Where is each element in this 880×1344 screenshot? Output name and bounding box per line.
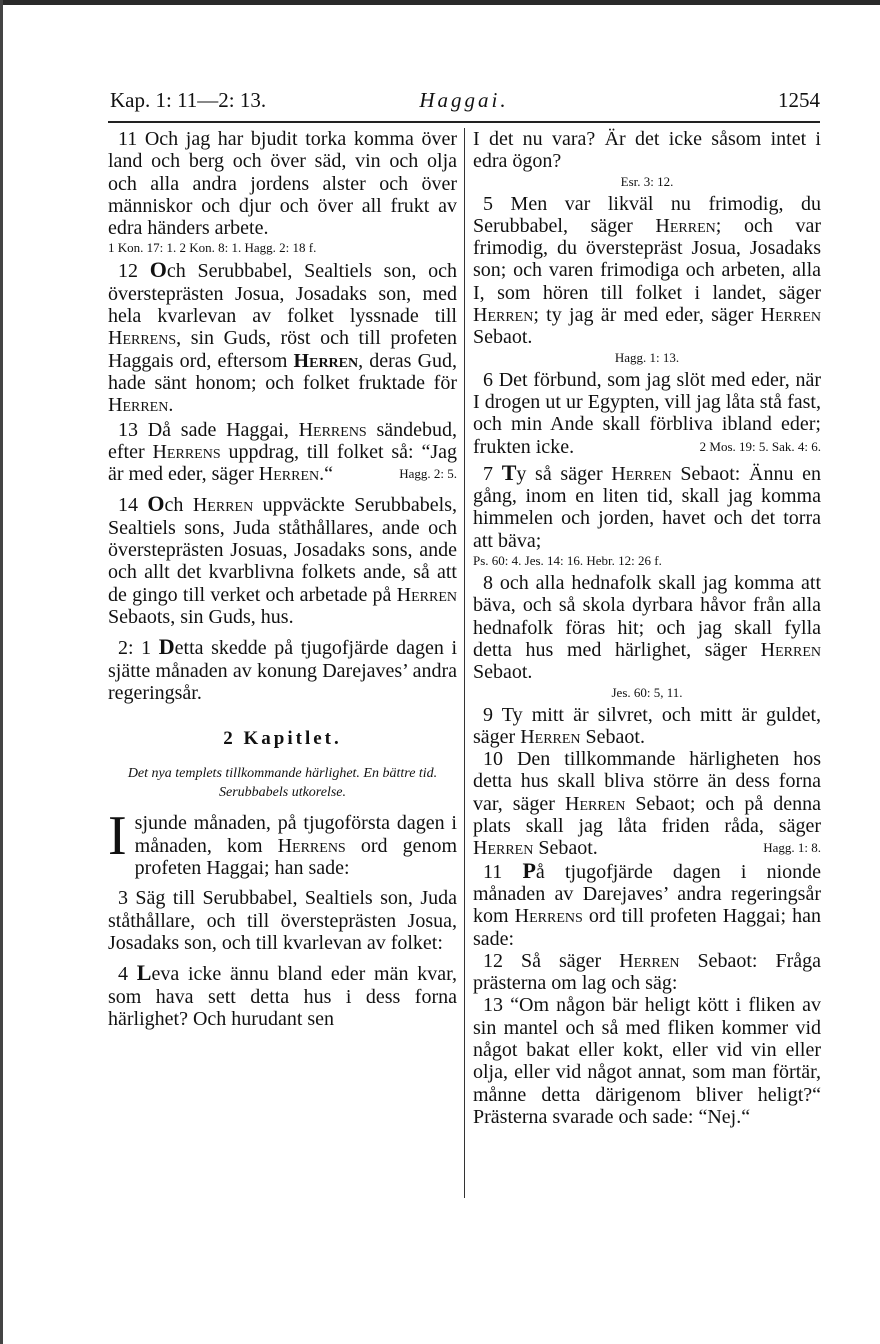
verse-initial: T	[501, 459, 517, 485]
left-column	[108, 128, 457, 1030]
verse-1-14: 14 Och Herren uppväckte Serubbabels, Sealtiels sons, Juda ståthållares, ande och översteprästen Josuas, Josadaks sons, ande och allt det kvarblivna folkets ande, så att de gingo till verket och arbetade på Herren Sebaots, sin Guds, hus.	[108, 491, 458, 628]
verse-2-12: 12 Så säger Herren Sebaot: Fråga prästerna om lag och säg:	[473, 949, 821, 995]
verse-initial: O	[149, 257, 167, 283]
cross-reference: 1 Kon. 17: 1. 2 Kon. 8: 1. Hagg. 2: 18 f.	[108, 240, 317, 256]
verse-1-13: 13 Då sade Haggai, Herrens sändebud, efter Herrens uppdrag, till folket så: “Jag är med eder, säger Herren.“ Hagg. 2: 5.	[108, 418, 458, 486]
header-rule	[108, 121, 820, 123]
verse-2-5: 5 Men var likväl nu frimodig, du Serubbabel, säger Herren; och var frimodig, du överstepräst Josua, Josadaks son; och varen frimodiga och arbeten, alla I, som hören till folket i landet, säger Herren; ty jag är med eder, säger Herren Sebaot.	[473, 192, 822, 349]
verse-initial: O	[147, 491, 165, 517]
verse-2-1b: Isjunde månaden, på tjugoförsta dagen i månaden, kom Herrens ord genom profeten Haggai; han sade:	[108, 805, 457, 880]
right-column	[473, 128, 821, 1128]
book-title: Haggai.	[419, 88, 509, 112]
chapter-summary: Det nya templets tillkommande härlighet. En bättre tid. Serubbabels utkorelse.	[127, 766, 438, 801]
verse-2-6: 6 Det förbund, som jag slöt med eder, när I drogen ut ur Egypten, vill jag låta stå fast, och min Ande skall förbliva ibland eder; frukten icke. 2 Mos. 19: 5. Sak. 4: 6.	[473, 368, 821, 458]
verse-2-9: 9 Ty mitt är silvret, och mitt är guldet, säger Herren Sebaot.	[473, 703, 821, 748]
verse-2-11: 11 På tjugofjärde dagen i nionde månaden av Darejaves’ andra regeringsår kom Herrens ord till profeten Haggai; han sade:	[473, 857, 822, 950]
verse-2-7: 7 Ty så säger Herren Sebaot: Ännu en gång, inom en liten tid, skall jag komma himmelen och jorden, havet och det torra att bäva;	[473, 459, 822, 552]
cross-reference: 2 Mos. 19: 5. Sak. 4: 6.	[699, 438, 821, 454]
chapter-range: Kap. 1: 11—2: 13.	[110, 88, 267, 112]
cross-reference: Ps. 60: 4. Jes. 14: 16. Hebr. 12: 26 f.	[473, 553, 662, 569]
cross-reference: Jes. 60: 5, 11.	[611, 684, 683, 700]
verse-initial: L	[136, 960, 152, 986]
scan-top-edge	[0, 0, 880, 5]
drop-cap: I	[108, 805, 127, 868]
verse-initial: D	[158, 634, 175, 660]
page-number: 1254	[778, 88, 820, 112]
column-divider	[464, 128, 465, 1198]
verse-1-11: 11 Och jag har bjudit torka komma över land och berg och över säd, vin och olja och alla andra jordens alster och över människor och djur och över all frukt av edra händers arbete.	[108, 128, 457, 240]
verse-2-1: 2: 1 Detta skedde på tjugofjärde dagen i sjätte månaden av konung Darejaves’ andra regeringsår.	[108, 634, 458, 704]
running-header	[108, 88, 820, 118]
verse-2-10: 10 Den tillkommande härligheten hos detta hus skall bliva större än dess forna var, säger Herren Sebaot; och på denna plats skall jag låta friden råda, säger Herren Sebaot. Hagg. 1: 8.	[473, 748, 822, 860]
scan-left-edge	[0, 0, 3, 1344]
verse-2-3: 3 Säg till Serubbabel, Sealtiels son, Juda ståthållare, och till översteprästen Josua, Josadaks son, och till kvarlevan av folket:	[108, 887, 457, 954]
cross-reference: Esr. 3: 12.	[620, 173, 674, 189]
cross-reference: Hagg. 1: 8.	[763, 840, 821, 856]
verse-2-13: 13 “Om någon bär heligt kött i fliken av sin mantel och så med fliken kommer vid något bakat eller kokt, eller vid vin eller olja, eller vid något annat, som man förtär, månne detta därigenom bliver heligt?“ Prästerna svarade och sade: “Nej.“	[473, 994, 821, 1128]
verse-2-8: 8 och alla hednafolk skall jag komma att bäva, och så skola dyrbara håvor från alla hednafolk föras hit; och jag skall fylla detta hus med härlighet, säger Herren Sebaot.	[473, 572, 821, 684]
verse-2-4: 4 Leva icke ännu bland eder män kvar, som hava sett detta hus i dess forna härlighet? Och hurudant sen	[108, 960, 457, 1030]
cross-reference: Hagg. 2: 5.	[399, 466, 457, 482]
chapter-heading: 2 Kapitlet.	[223, 728, 342, 750]
verse-2-4-cont: I det nu vara? Är det icke såsom intet i edra ögon?	[473, 128, 821, 173]
verse-initial: P	[522, 857, 536, 883]
cross-reference: Hagg. 1: 13.	[614, 349, 680, 365]
verse-1-12: 12 Och Serubbabel, Sealtiels son, och översteprästen Josua, Josadaks son, med hela kvarlevan av folket lyssnade till Herrens, sin Guds, röst och till profeten Haggais ord, eftersom Herren, deras Gud, hade sänt honom; och folket fruktade för Herren.	[108, 257, 458, 417]
